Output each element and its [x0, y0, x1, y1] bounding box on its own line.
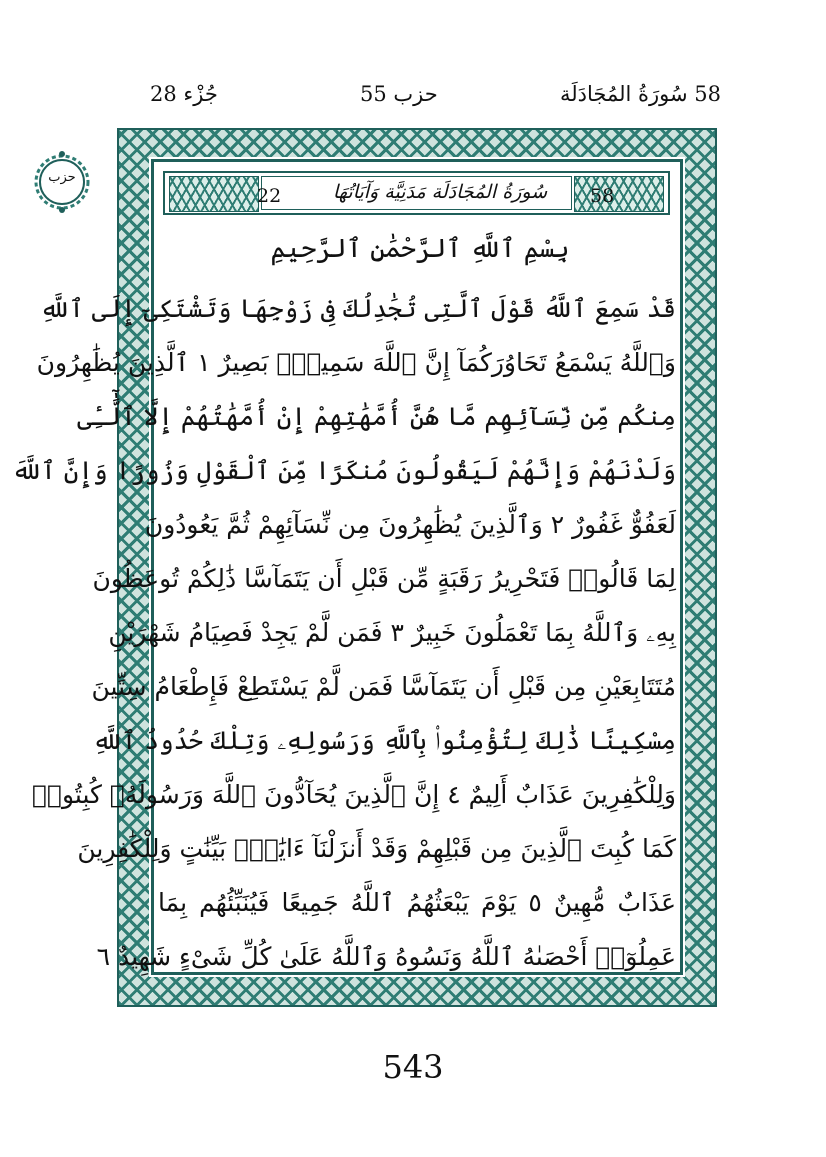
verse-line: لِمَا قَالُوا۟ فَتَحْرِيرُ رَقَبَةٍ مِّن قَبْلِ أَن يَتَمَآسَّا ذَٰلِكُمْ تُوعَظُونَ: [92, 564, 676, 593]
verse-line: بِهِۦ وَٱللَّهُ بِمَا تَعْمَلُونَ خَبِيرٌ ٣ فَمَن لَّمْ يَجِدْ فَصِيَامُ شَهْرَيْنِ: [108, 618, 676, 647]
verse-line: وَٱللَّهُ يَسْمَعُ تَحَاوُرَكُمَآ إِنَّ ٱللَّهَ سَمِيعٌۢ بَصِيرٌ ١ ٱلَّذِينَ يُظَٰهِرُونَ: [36, 348, 676, 377]
verse-line: وَلِلْكَٰفِرِينَ عَذَابٌ أَلِيمٌ ٤ إِنَّ ٱلَّذِينَ يُحَآدُّونَ ٱللَّهَ وَرَسُولَهُۥ كُبِتُوا۟: [32, 780, 676, 809]
verse-line: وَلَدْنَهُمْ وَإِنَّهُمْ لَيَقُولُونَ مُنكَرًا مِّنَ ٱلْقَوْلِ وَزُورًا وَإِنَّ ٱللَّهَ: [11, 456, 676, 485]
surah-verse-count: 22: [257, 185, 282, 207]
verse-line: عَمِلُوٓا۟ أَحْصَىٰهُ ٱللَّهُ وَنَسُوهُ وَٱللَّهُ عَلَىٰ كُلِّ شَىْءٍ شَهِيدٌ ٦: [96, 942, 676, 971]
juz-label: جُزْء 28: [150, 82, 218, 106]
page-header: [0, 82, 826, 122]
hizb-marker: [30, 150, 94, 214]
banner-ornament-right: [574, 176, 664, 212]
hizb-marker-label: حزب: [48, 170, 76, 185]
page-number: 543: [382, 1048, 444, 1086]
verse-line: مِسْكِينًا ذَٰلِكَ لِتُؤْمِنُوا۟ بِٱللَّهِ وَرَسُولِهِۦ وَتِلْكَ حُدُودُ ٱللَّهِ: [92, 726, 676, 755]
verse-line: مُتَتَابِعَيْنِ مِن قَبْلِ أَن يَتَمَآسَّا فَمَن لَّمْ يَسْتَطِعْ فَإِطْعَامُ سِتِّينَ: [91, 672, 676, 701]
verse-line: عَذَابٌ مُّهِينٌ ٥ يَوْمَ يَبْعَثُهُمُ ٱللَّهُ جَمِيعًا فَيُنَبِّئُهُم بِمَا: [158, 888, 676, 917]
verse-line: قَدْ سَمِعَ ٱللَّهُ قَوْلَ ٱلَّتِى تُجَٰدِلُكَ فِى زَوْجِهَا وَتَشْتَكِىٓ إِلَى ٱللَّهِ: [39, 294, 676, 323]
verse-line: كَمَا كُبِتَ ٱلَّذِينَ مِن قَبْلِهِمْ وَقَدْ أَنزَلْنَآ ءَايَٰتٍۭ بَيِّنَٰتٍ وَلِلْكَٰفِرِينَ: [77, 834, 676, 863]
basmala: بِسْمِ ٱللَّهِ ٱلرَّحْمَٰنِ ٱلرَّحِيمِ: [270, 234, 570, 264]
verse-line: مِنكُم مِّن نِّسَآئِهِم مَّا هُنَّ أُمَّهَٰتِهِمْ إِنْ أُمَّهَٰتُهُمْ إِلَّا ٱلَّٰٓـِٔى: [77, 402, 676, 431]
verse-line: لَعَفُوٌّ غَفُورٌ ٢ وَٱلَّذِينَ يُظَٰهِرُونَ مِن نِّسَآئِهِمْ ثُمَّ يَعُودُونَ: [144, 510, 676, 539]
surah-title: سُورَةُ المُجَادَلَة مَدَنِيَّة وَآيَاتُهَا: [332, 181, 548, 203]
surah-number: 58: [590, 185, 615, 207]
hizb-label: حزب 55: [360, 82, 438, 106]
banner-ornament-left: [169, 176, 259, 212]
surah-header-label: 58 سُورَةُ المُجَادَلَة: [560, 82, 722, 106]
